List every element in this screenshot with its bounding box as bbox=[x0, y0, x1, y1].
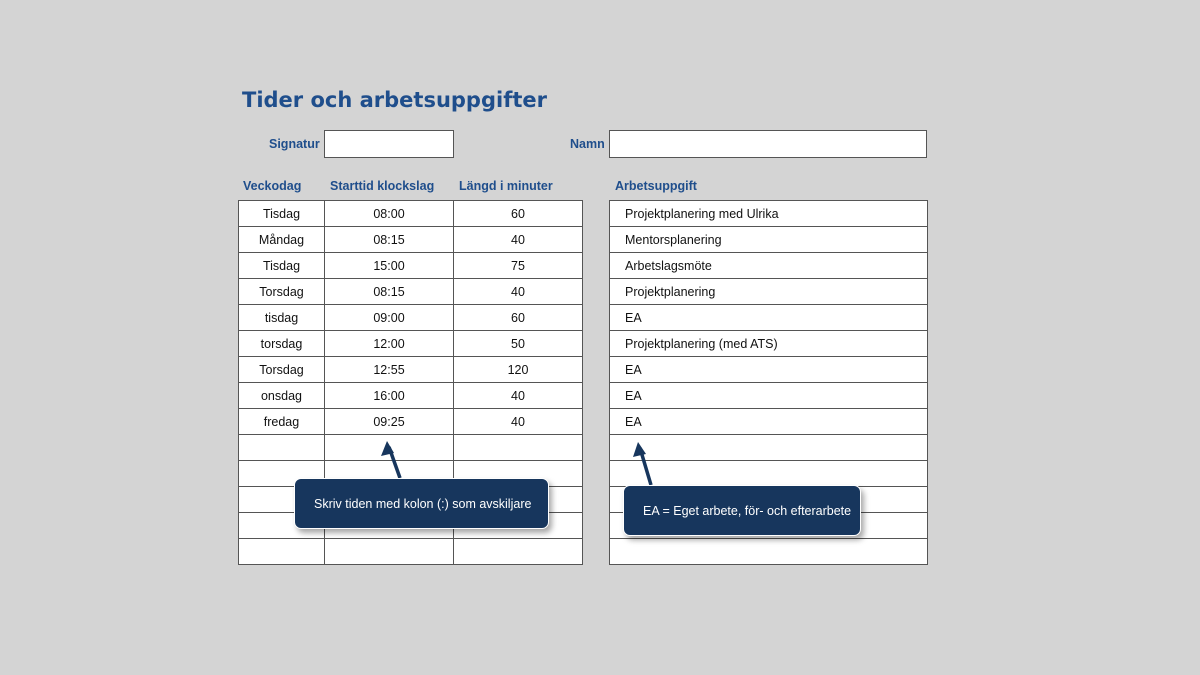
table-row bbox=[610, 253, 928, 279]
minutes-cell[interactable]: 120 bbox=[454, 357, 583, 383]
minutes-cell[interactable]: 40 bbox=[454, 409, 583, 435]
table-row bbox=[610, 201, 928, 227]
time-format-callout bbox=[294, 478, 549, 529]
table-row bbox=[610, 227, 928, 253]
start-time-cell[interactable]: 09:25 bbox=[325, 409, 454, 435]
header-langd: Längd i minuter bbox=[459, 179, 553, 193]
table-row bbox=[239, 201, 583, 227]
table-row bbox=[239, 227, 583, 253]
task-cell[interactable]: Arbetslagsmöte bbox=[610, 253, 928, 279]
task-cell[interactable] bbox=[610, 461, 928, 487]
ea-definition-callout-text: EA = Eget arbete, för- och efterarbete bbox=[643, 503, 852, 518]
start-time-cell[interactable] bbox=[325, 435, 454, 461]
task-cell[interactable]: Projektplanering (med ATS) bbox=[610, 331, 928, 357]
start-time-cell[interactable]: 15:00 bbox=[325, 253, 454, 279]
ea-definition-callout bbox=[623, 485, 861, 536]
task-cell[interactable]: Mentorsplanering bbox=[610, 227, 928, 253]
task-cell[interactable]: EA bbox=[610, 305, 928, 331]
day-cell[interactable]: fredag bbox=[239, 409, 325, 435]
header-veckodag: Veckodag bbox=[243, 179, 302, 193]
task-cell[interactable]: Projektplanering bbox=[610, 279, 928, 305]
signatur-label: Signatur bbox=[269, 137, 320, 151]
day-cell[interactable]: Måndag bbox=[239, 227, 325, 253]
minutes-cell[interactable]: 50 bbox=[454, 331, 583, 357]
table-row bbox=[239, 383, 583, 409]
start-time-cell[interactable]: 08:15 bbox=[325, 227, 454, 253]
day-cell[interactable]: Tisdag bbox=[239, 201, 325, 227]
minutes-cell[interactable]: 40 bbox=[454, 279, 583, 305]
task-cell[interactable] bbox=[610, 539, 928, 565]
minutes-cell[interactable]: 40 bbox=[454, 227, 583, 253]
signatur-field[interactable] bbox=[324, 130, 454, 158]
day-cell[interactable] bbox=[239, 539, 325, 565]
header-arbetsuppgift: Arbetsuppgift bbox=[615, 179, 697, 193]
task-cell[interactable] bbox=[610, 435, 928, 461]
table-row bbox=[610, 305, 928, 331]
table-row bbox=[610, 409, 928, 435]
table-row bbox=[610, 539, 928, 565]
table-row bbox=[610, 279, 928, 305]
minutes-cell[interactable]: 40 bbox=[454, 383, 583, 409]
table-row bbox=[610, 461, 928, 487]
day-cell[interactable]: torsdag bbox=[239, 331, 325, 357]
table-row bbox=[239, 435, 583, 461]
day-cell[interactable] bbox=[239, 435, 325, 461]
day-cell[interactable]: Torsdag bbox=[239, 357, 325, 383]
table-row bbox=[239, 539, 583, 565]
table-row bbox=[610, 435, 928, 461]
day-cell[interactable]: tisdag bbox=[239, 305, 325, 331]
table-row bbox=[239, 409, 583, 435]
day-cell[interactable]: Tisdag bbox=[239, 253, 325, 279]
day-cell[interactable]: Torsdag bbox=[239, 279, 325, 305]
day-cell[interactable]: onsdag bbox=[239, 383, 325, 409]
minutes-cell[interactable]: 60 bbox=[454, 305, 583, 331]
time-format-callout-text: Skriv tiden med kolon (:) som avskiljare bbox=[314, 496, 532, 511]
table-row bbox=[610, 357, 928, 383]
task-cell[interactable]: Projektplanering med Ulrika bbox=[610, 201, 928, 227]
start-time-cell[interactable]: 16:00 bbox=[325, 383, 454, 409]
start-time-cell[interactable]: 08:00 bbox=[325, 201, 454, 227]
task-cell[interactable]: EA bbox=[610, 357, 928, 383]
minutes-cell[interactable]: 75 bbox=[454, 253, 583, 279]
table-row bbox=[239, 357, 583, 383]
minutes-cell[interactable] bbox=[454, 539, 583, 565]
namn-label: Namn bbox=[570, 137, 605, 151]
table-row bbox=[239, 331, 583, 357]
table-row bbox=[610, 331, 928, 357]
table-row bbox=[239, 305, 583, 331]
task-cell[interactable]: EA bbox=[610, 409, 928, 435]
header-starttid: Starttid klockslag bbox=[330, 179, 435, 193]
start-time-cell[interactable] bbox=[325, 539, 454, 565]
table-row bbox=[239, 279, 583, 305]
start-time-cell[interactable]: 08:15 bbox=[325, 279, 454, 305]
start-time-cell[interactable]: 12:55 bbox=[325, 357, 454, 383]
start-time-cell[interactable]: 12:00 bbox=[325, 331, 454, 357]
task-cell[interactable]: EA bbox=[610, 383, 928, 409]
start-time-cell[interactable]: 09:00 bbox=[325, 305, 454, 331]
namn-field[interactable] bbox=[609, 130, 927, 158]
page-title: Tider och arbetsuppgifter bbox=[242, 88, 547, 112]
table-row bbox=[610, 383, 928, 409]
table-row bbox=[239, 253, 583, 279]
minutes-cell[interactable] bbox=[454, 435, 583, 461]
minutes-cell[interactable]: 60 bbox=[454, 201, 583, 227]
